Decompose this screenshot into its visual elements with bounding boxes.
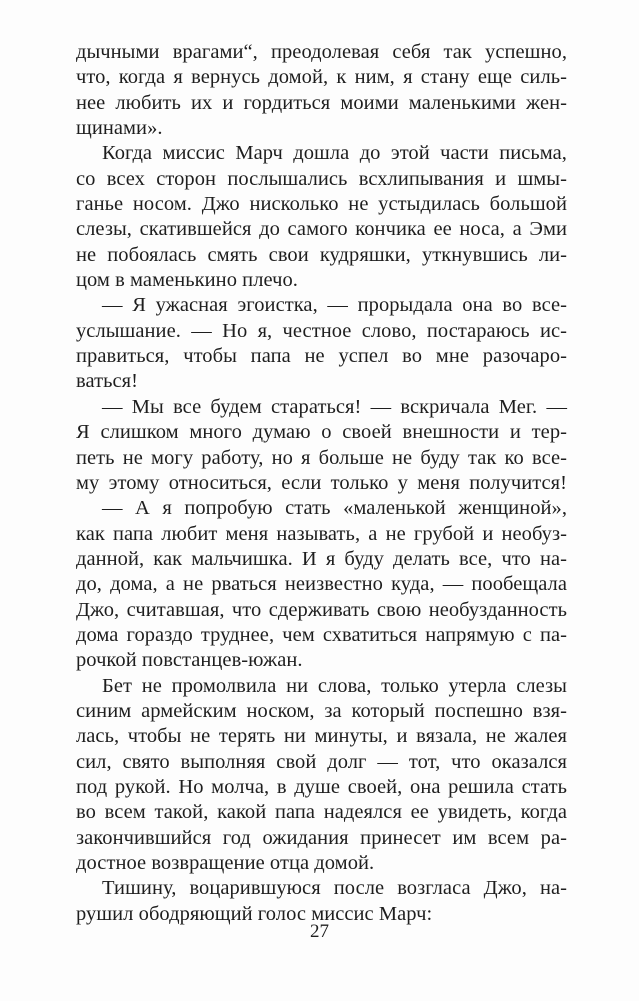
text-line: цом в маменькино плечо. (76, 269, 298, 292)
text-line: до, дома, а не рваться неизвестно куда, — пообещала (76, 573, 567, 596)
text-line: под рукой. Но молча, в душе своей, она решила стать (76, 775, 567, 798)
text-line: достное возвращение отца домой. (76, 852, 375, 874)
text-line: дычными врагами“, преодолевая себя так успешно, (76, 41, 567, 63)
text-line: щинами». (76, 117, 163, 140)
text-line: синим армейским носком, за который поспешно взя- (76, 699, 567, 722)
text-line: му этому относиться, если только у меня получится! (76, 471, 567, 494)
text-line: — А я попробую стать «маленькой женщиной», (102, 497, 567, 520)
text-line: Я слишком много думаю о своей внешности и тер- (76, 421, 567, 444)
text-line: как папа любит меня называть, а не грубой и необуз- (76, 522, 567, 545)
text-line: рушил ободряющий голос миссис Марч: (76, 902, 433, 925)
page-number: 27 (310, 921, 329, 942)
text-line: ваться! (76, 370, 138, 393)
text-line: нее любить их и гордиться моими маленькими жен- (76, 91, 567, 114)
text-line: во всем такой, какой папа надеялся ее увидеть, когда (76, 801, 567, 824)
text-line: Джо, считавшая, что сдерживать свою необузданность (76, 598, 567, 621)
text-line: ганье носом. Джо нисколько не устыдилась большой (76, 193, 567, 216)
text-line: лась, чтобы не терять ни минуты, и вязала, не жалея (76, 725, 567, 748)
text-line: Бет не промолвила ни слова, только утерла слезы (102, 674, 567, 697)
text-line: закончившийся год ожидания принесет им всем ра- (76, 826, 567, 849)
text-line: слезы, скатившейся до самого кончика ее носа, а Эми (76, 218, 567, 241)
text-line: не побоялась смять свои кудряшки, уткнувшись ли- (76, 243, 567, 266)
text-line: услышание. — Но я, честное слово, постараюсь ис- (76, 319, 567, 342)
text-line: рочкой повстанцев-южан. (76, 649, 303, 672)
text-line: что, когда я вернусь домой, к ним, я стану еще силь- (76, 66, 567, 89)
text-line: Когда миссис Марч дошла до этой части письма, (102, 142, 567, 165)
text-line: — Мы все будем стараться! — вскричала Мег. — (102, 395, 567, 418)
text-line: данной, как мальчишка. И я буду делать все, что на- (76, 547, 567, 570)
text-line: сил, свято выполняя свой долг — тот, что оказался (76, 750, 567, 773)
text-line: петь не могу работу, но я больше не буду так ко все- (76, 446, 567, 469)
text-line: правиться, чтобы папа не успел во мне разочаро- (76, 345, 567, 368)
text-line: дома гораздо труднее, чем схватиться напрямую с па- (76, 623, 567, 646)
text-line: Тишину, воцарившуюся после возгласа Джо, на- (102, 877, 567, 900)
text-line: — Я ужасная эгоистка, — прорыдала она во все- (102, 294, 567, 317)
text-line: со всех сторон послышались всхлипывания и шмы- (76, 167, 567, 190)
body-text (76, 40, 567, 927)
